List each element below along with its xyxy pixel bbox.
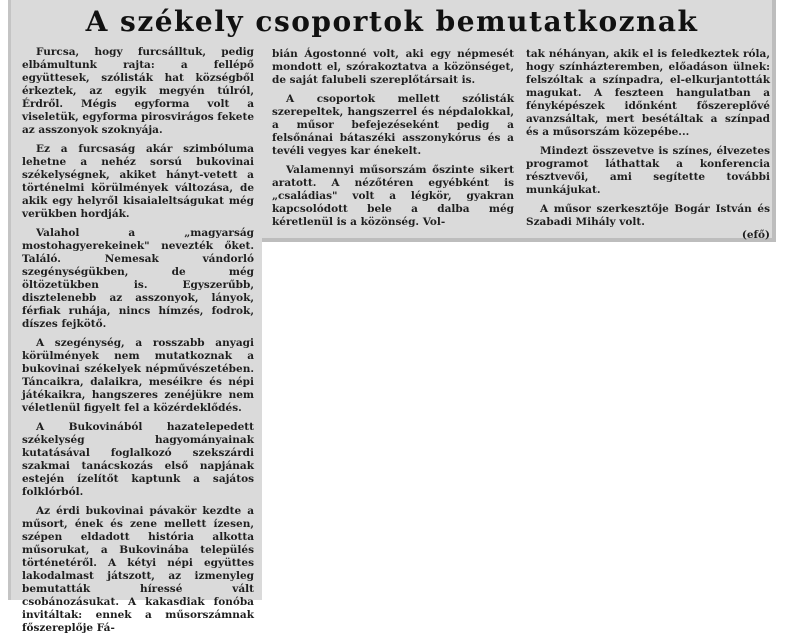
- article-column-2: [272, 48, 514, 236]
- article-column-3: [526, 48, 770, 241]
- paragraph: A műsor szerkesztője Bogár István és Szabadi Mihály volt.: [526, 203, 770, 228]
- clipping-edge-right: [772, 0, 776, 242]
- clipping-edge-left: [8, 0, 11, 600]
- paragraph: A szegénység, a rosszabb anyagi körülmények nem mutatkoznak a bukovinai székelyek népművészetében. Táncaikra, dalaikra, meséikre és népi játékaikra, hangszeres zenéjükre nem véletlenül figyelt fel a közérdeklődés.: [22, 337, 254, 414]
- paragraph: A Bukovinából hazatelepedett székelység hagyományainak kutatásával foglalkozó szekszárdi szakmai tanácskozás első napjának estején ízelítőt kaptunk a sajátos folklórból.: [22, 421, 254, 498]
- headline: A székely csoportok bemutatkoznak: [85, 5, 699, 38]
- paragraph: Valamennyi műsorszám őszinte sikert aratott. A nézőtéren egyébként is „családias" volt a légkör, gyakran kapcsolódott bele a dalba még kéretlenül is a közönség. Vol-: [272, 164, 514, 228]
- article-column-1: [22, 46, 254, 634]
- paragraph: Mindezt összevetve is színes, élvezetes programot láthattak a konferencia résztvevői, ami segítette további munkájukat.: [526, 145, 770, 196]
- paragraph: bián Ágostonné volt, aki egy népmesét mondott el, szórakoztatva a közönséget, de saját falubeli szereplőtársait is.: [272, 48, 514, 86]
- paragraph: Valahol a „magyarság mostohagyerekeinek" nevezték őket. Találó. Nemesak vándorló szegénységükben, de még öltözetükben is. Egyszerűbb, disztelenebb az asszonyok, lányok, férfiak ruhája, nincs hímzés, fodrok, díszes fejkötő.: [22, 227, 254, 330]
- paragraph: A csoportok mellett szólisták szerepeltek, hangszerrel és népdalokkal, a műsor befejezéseként pedig a felsőnánai bátaszéki asszonykórus és a tevéli vegyes kar énekelt.: [272, 93, 514, 157]
- paragraph: Az érdi bukovinai pávakör kezdte a műsort, ének és zene mellett ízesen, szépen eldadott história alkotta műsorukat, a Bukovinába település történetéről. A kétyi népi együttes lakodalmast játszott, az izmenyleg bemutatták híressé vált csobánozásukat. A kakasdiak fonóba invitáltak: ennek a műsorszámnak főszereplője Fá-: [22, 505, 254, 634]
- paragraph: Furcsa, hogy furcsálltuk, pedig elbámultunk rajta: a fellépő együttesek, szólisták hat községből érkeztek, az egyik megyén túlról, Érdről. Mégis egyforma volt a viseletük, egyforma pirosvirágos fekete az asszonyok szoknyája.: [22, 46, 254, 136]
- byline: (efő): [741, 229, 770, 241]
- paragraph: tak néhányan, akik el is feledkeztek róla, hogy színházteremben, előadáson ülnek: felszóltak a színpadra, el-elkurjantották magukat. A feszteen hangulatban a fényképészek időnként főszereplővé avanzsáltak, mert besétáltak a színpad és a műsorszám közepébe...: [526, 48, 770, 138]
- paragraph: Ez a furcsaság akár szimbóluma lehetne a nehéz sorsú bukovinai székelységnek, akiket hányt-vetett a történelmi körülmények változása, de akik egy helyről kisaialeltságukat még verükben hordják.: [22, 143, 254, 220]
